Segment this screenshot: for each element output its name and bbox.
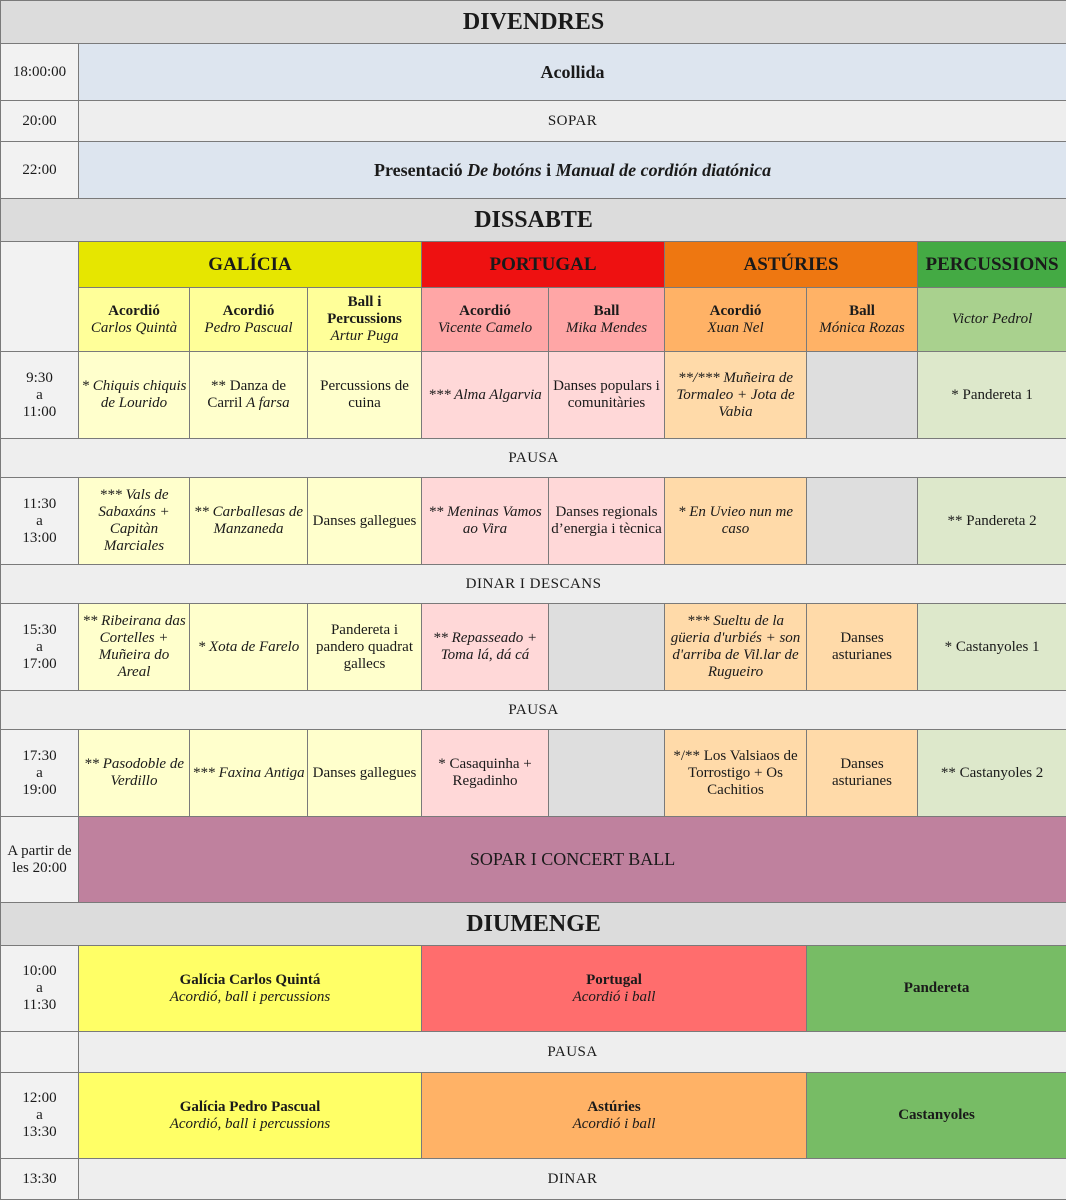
class-cell: ** Pandereta 2 <box>918 478 1066 565</box>
time-start: 9:30 <box>3 370 76 387</box>
class-cell: Danses regionals d’energia i tècnica <box>549 478 665 565</box>
teacher-name: Pedro Pascual <box>192 320 305 337</box>
time-start: 17:30 <box>3 748 76 765</box>
time-cell: 20:00 <box>1 101 79 142</box>
sunday-class-percussion: Pandereta <box>807 946 1066 1032</box>
time-cell: 13:30 <box>1 1159 79 1200</box>
time-sep: a <box>3 980 76 997</box>
class-cell: ** Carballesas de Manzaneda <box>190 478 308 565</box>
class-cell: * Pandereta 1 <box>918 352 1066 439</box>
class-title: Galícia Pedro Pascual <box>81 1099 419 1116</box>
teacher-role: Ball <box>551 303 662 320</box>
teacher-name: Victor Pedrol <box>918 288 1066 352</box>
time-end: 13:30 <box>3 1124 76 1141</box>
time-start: 12:00 <box>3 1090 76 1107</box>
class-cell: ** Pasodoble de Verdillo <box>79 730 190 817</box>
time-sep: a <box>3 639 76 656</box>
time-cell <box>1 946 79 1032</box>
class-cell: *** Faxina Antiga <box>190 730 308 817</box>
class-cell: Pandereta i pandero quadrat gallecs <box>308 604 422 691</box>
teacher-name: Carlos Quintà <box>81 320 187 337</box>
class-title: Astúries <box>424 1099 804 1116</box>
day-title-saturday: DISSABTE <box>1 199 1066 242</box>
pause-row: PAUSA <box>1 691 1066 730</box>
time-sep: a <box>3 1107 76 1124</box>
teacher-name: Vicente Camelo <box>424 320 546 337</box>
pause-row: PAUSA <box>79 1032 1066 1073</box>
class-cell: Percussions de cuina <box>308 352 422 439</box>
class-subtitle: Acordió, ball i percussions <box>81 1116 419 1133</box>
time-cell <box>1 730 79 817</box>
class-cell: *** Vals de Sabaxáns + Capitàn Marciales <box>79 478 190 565</box>
class-cell: * En Uvieo nun me caso <box>665 478 807 565</box>
presentation-book-2: Manual de cordión diatónica <box>556 160 772 180</box>
class-cell: * Castanyoles 1 <box>918 604 1066 691</box>
teacher-cell <box>549 288 665 352</box>
time-sep: a <box>3 513 76 530</box>
class-title: Portugal <box>424 972 804 989</box>
activity-dinner: SOPAR <box>79 101 1066 142</box>
class-subtitle: Acordió i ball <box>424 989 804 1006</box>
sunday-class-percussion: Castanyoles <box>807 1073 1066 1159</box>
region-asturies: ASTÚRIES <box>665 242 918 288</box>
teacher-cell <box>79 288 190 352</box>
class-cell: **/*** Muñeira de Tormaleo + Jota de Vabia <box>665 352 807 439</box>
time-cell <box>1 1032 79 1073</box>
teacher-cell <box>422 288 549 352</box>
time-end: 19:00 <box>3 782 76 799</box>
time-end: 11:00 <box>3 404 76 421</box>
class-cell: * Chiquis chiquis de Lourido <box>79 352 190 439</box>
class-cell: Danses asturianes <box>807 730 918 817</box>
time-start: 11:30 <box>3 496 76 513</box>
class-cell: Danses populars i comunitàries <box>549 352 665 439</box>
lunch-row: DINAR I DESCANS <box>1 565 1066 604</box>
activity-presentation <box>79 142 1066 199</box>
class-cell <box>190 352 308 439</box>
class-subtitle: Acordió i ball <box>424 1116 804 1133</box>
sunday-class-portugal <box>422 946 807 1032</box>
empty-cell <box>807 352 918 439</box>
time-end: 13:00 <box>3 530 76 547</box>
empty-header-cell <box>1 242 79 352</box>
class-text-italic: A farsa <box>246 395 289 411</box>
time-cell <box>1 604 79 691</box>
region-percussions: PERCUSSIONS <box>918 242 1066 288</box>
class-cell: *** Alma Algarvia <box>422 352 549 439</box>
teacher-name: Mónica Rozas <box>809 320 915 337</box>
class-cell: * Xota de Farelo <box>190 604 308 691</box>
teacher-name: Xuan Nel <box>667 320 804 337</box>
teacher-name: Mika Mendes <box>551 320 662 337</box>
sunday-class-asturies <box>422 1073 807 1159</box>
time-cell: 18:00:00 <box>1 44 79 101</box>
time-end: 17:00 <box>3 656 76 673</box>
lunch-row: DINAR <box>79 1159 1066 1200</box>
region-galicia: GALÍCIA <box>79 242 422 288</box>
sunday-class-galicia <box>79 946 422 1032</box>
time-cell <box>1 1073 79 1159</box>
teacher-role: Acordió <box>81 303 187 320</box>
sunday-class-galicia <box>79 1073 422 1159</box>
time-cell: A partir de les 20:00 <box>1 817 79 903</box>
class-cell: ** Castanyoles 2 <box>918 730 1066 817</box>
activity-welcome: Acollida <box>79 44 1066 101</box>
time-start: 15:30 <box>3 622 76 639</box>
teacher-cell <box>665 288 807 352</box>
concert-row: SOPAR I CONCERT BALL <box>79 817 1066 903</box>
class-cell: * Casaquinha + Regadinho <box>422 730 549 817</box>
class-subtitle: Acordió, ball i percussions <box>81 989 419 1006</box>
teacher-cell <box>190 288 308 352</box>
teacher-role: Ball <box>809 303 915 320</box>
teacher-role: Acordió <box>192 303 305 320</box>
teacher-role: Acordió <box>667 303 804 320</box>
time-start: 10:00 <box>3 963 76 980</box>
empty-cell <box>549 730 665 817</box>
teacher-cell <box>308 288 422 352</box>
class-cell: Danses gallegues <box>308 730 422 817</box>
class-title: Galícia Carlos Quintá <box>81 972 419 989</box>
class-cell: ** Ribeirana das Cortelles + Muñeira do Areal <box>79 604 190 691</box>
empty-cell <box>807 478 918 565</box>
time-end: 11:30 <box>3 997 76 1014</box>
class-text: ** Danza de Carril <box>207 378 286 411</box>
time-cell: 22:00 <box>1 142 79 199</box>
class-cell: ** Repasseado + Toma lá, dá cá <box>422 604 549 691</box>
teacher-name: Artur Puga <box>310 328 419 345</box>
class-cell: Danses asturianes <box>807 604 918 691</box>
time-sep: a <box>3 387 76 404</box>
class-cell: */** Los Valsiaos de Torrostigo + Os Cachitios <box>665 730 807 817</box>
teacher-cell <box>807 288 918 352</box>
class-cell: ** Meninas Vamos ao Vira <box>422 478 549 565</box>
empty-cell <box>549 604 665 691</box>
presentation-book-1: De botóns <box>467 160 542 180</box>
presentation-prefix: Presentació <box>374 160 463 180</box>
region-portugal: PORTUGAL <box>422 242 665 288</box>
day-title-sunday: DIUMENGE <box>1 903 1066 946</box>
time-cell <box>1 478 79 565</box>
class-cell: Danses gallegues <box>308 478 422 565</box>
time-cell <box>1 352 79 439</box>
teacher-role: Ball i Percussions <box>310 294 419 328</box>
time-sep: a <box>3 765 76 782</box>
class-cell: *** Sueltu de la güeria d'urbiés + son d'arriba de Vil.lar de Rugueiro <box>665 604 807 691</box>
day-title-friday: DIVENDRES <box>1 1 1066 44</box>
teacher-role: Acordió <box>424 303 546 320</box>
presentation-conj: i <box>546 160 551 180</box>
pause-row: PAUSA <box>1 439 1066 478</box>
